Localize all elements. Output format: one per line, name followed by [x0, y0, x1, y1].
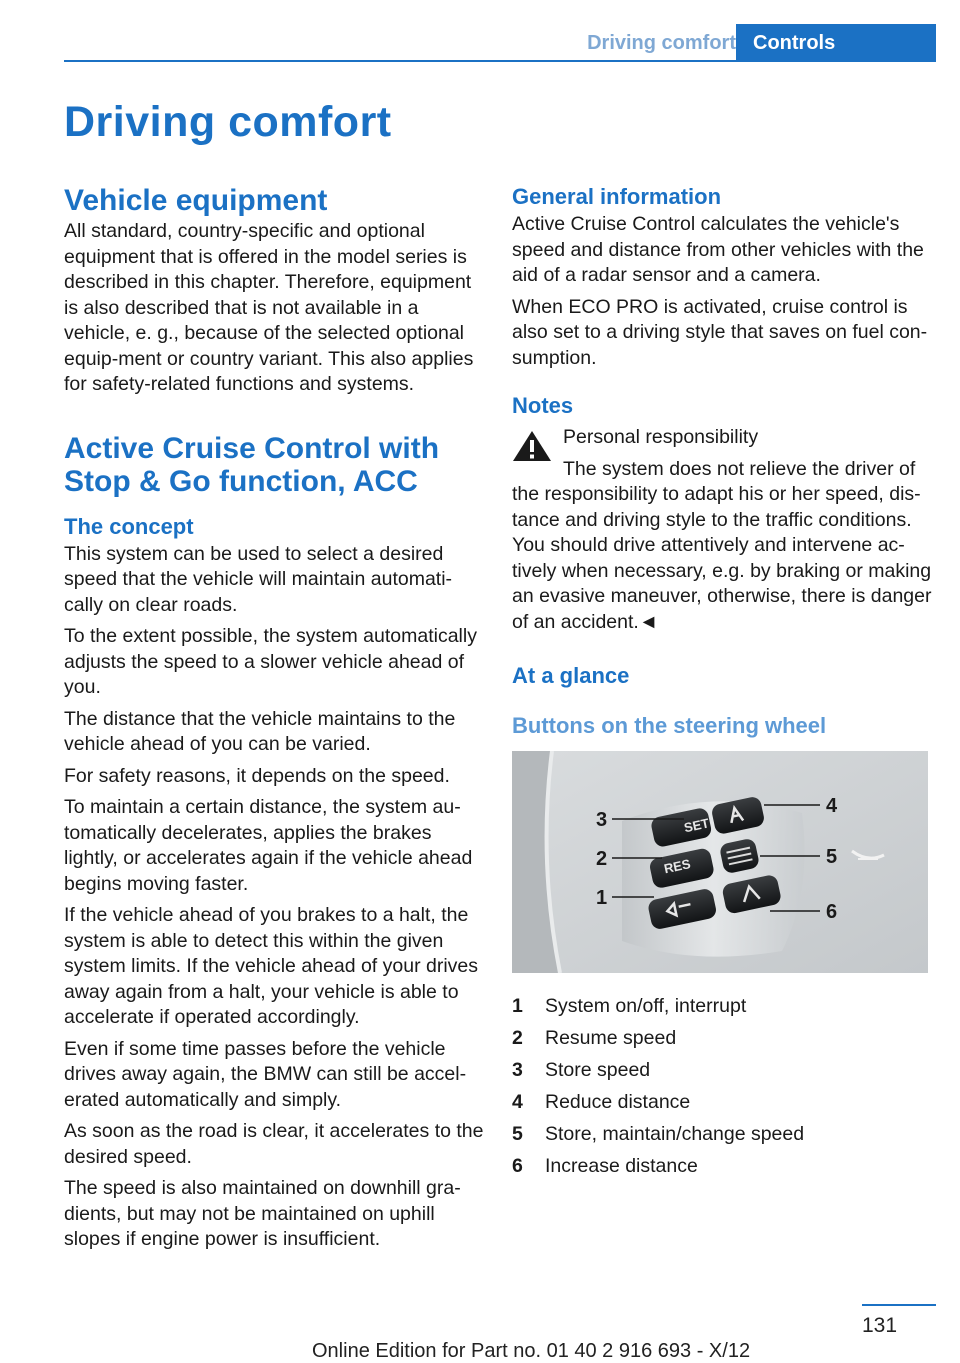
legend-item	[512, 1055, 932, 1087]
heading-buttons-steering-wheel: Buttons on the steering wheel	[512, 713, 827, 738]
heading-vehicle-equipment: Vehicle equipment	[64, 184, 328, 217]
left-column	[64, 184, 484, 1259]
paragraph: This system can be used to select a desired speed that the vehicle will maintain automati-cally on clear roads.	[64, 542, 453, 616]
footer-edition: Online Edition for Part no. 01 40 2 916 693 - X/12	[312, 1340, 751, 1362]
paragraph: Even if some time passes before the vehicle drives away again, the BMW can still be accel-erated automatically and simply.	[64, 1037, 467, 1111]
set-button-label: SET	[682, 815, 711, 836]
chapter-title: Driving comfort	[64, 98, 392, 146]
paragraph: For safety reasons, it depends on the speed.	[64, 764, 450, 787]
button-legend	[512, 991, 932, 1183]
legend-text: System on/off, interrupt	[545, 995, 747, 1018]
paragraph: The distance that the vehicle maintains to the vehicle ahead of you can be varied.	[64, 707, 456, 755]
page-number: 131	[862, 1314, 898, 1337]
callout-1: 1	[596, 887, 608, 909]
callout-6: 6	[826, 901, 838, 923]
footer-rule	[862, 1304, 936, 1306]
legend-text: Reduce distance	[545, 1091, 691, 1114]
legend-text: Increase distance	[545, 1155, 698, 1178]
paragraph: All standard, country-specific and optional equipment that is offered in the model series is described in this chapter. Therefore, equipment is also described that is not available in a vehicle, e. g., because of the selected optional equip-ment or country variant. This also applies for safety-related functions and systems.	[64, 220, 474, 395]
callout-4: 4	[826, 795, 838, 817]
legend-item	[512, 991, 932, 1023]
header-section-title: Driving comfort	[587, 32, 736, 54]
paragraph: The speed is also maintained on downhill gra-dients, but may not be maintained on uphill slopes if engine power is insufficient.	[64, 1177, 461, 1250]
res-button-label: RES	[662, 856, 692, 877]
legend-item	[512, 1023, 932, 1055]
paragraph: When ECO PRO is activated, cruise control is also set to a driving style that saves on fuel con-sumption.	[512, 295, 928, 369]
paragraph: To maintain a certain distance, the system au-tomatically decelerates, applies the brakes lightly, or accelerates again if the vehicle ahead begins moving faster.	[64, 796, 473, 895]
paragraph: Active Cruise Control calculates the vehicle's speed and distance from other vehicles with the aid of a radar sensor and a camera.	[512, 213, 924, 286]
legend-text: Store speed	[545, 1059, 651, 1082]
legend-text: Store, maintain/change speed	[545, 1123, 805, 1146]
paragraph: To the extent possible, the system automatically adjusts the speed to a slower vehicle ahead of you.	[64, 625, 477, 698]
legend-number: 3	[512, 1059, 523, 1082]
paragraph: If the vehicle ahead of you brakes to a halt, the system is able to detect this within the given system limits. If the vehicle ahead of your drives away again from a halt, your vehicle is able to accelerate if operated accordingly.	[64, 904, 479, 1028]
legend-number: 1	[512, 995, 523, 1018]
steering-wheel-illustration	[512, 751, 928, 973]
legend-item	[512, 1087, 932, 1119]
warning-title: Personal responsibility	[563, 426, 759, 448]
legend-number: 4	[512, 1091, 523, 1114]
heading-notes: Notes	[512, 393, 574, 418]
steering-wheel-buttons-figure	[512, 751, 928, 973]
legend-number: 2	[512, 1027, 523, 1050]
warning-triangle-icon	[512, 429, 552, 463]
callout-2: 2	[596, 848, 608, 870]
header-tab-controls: Controls	[736, 24, 936, 62]
warning-text: the responsibility to adapt his or her speed, dis-tance and driving style to the traffic conditions. You should drive attentively and intervene ac-tively when necessary, e.g. by braking or making an evasive maneuver, otherwise, there is danger of an accident.◄	[512, 483, 932, 633]
warning-text-line: The system does not relieve the driver of	[563, 457, 916, 480]
right-column	[512, 184, 932, 1183]
paragraph: As soon as the road is clear, it accelerates to the desired speed.	[64, 1120, 484, 1168]
heading-general-information: General information	[512, 184, 722, 209]
heading-acc: Active Cruise Control with Stop & Go function, ACC	[64, 431, 440, 498]
warning-note	[512, 425, 932, 635]
legend-number: 5	[512, 1123, 523, 1146]
legend-text: Resume speed	[545, 1027, 677, 1050]
callout-5: 5	[826, 846, 838, 868]
legend-number: 6	[512, 1155, 523, 1178]
heading-at-a-glance: At a glance	[512, 663, 630, 688]
legend-item	[512, 1151, 932, 1183]
legend-item	[512, 1119, 932, 1151]
heading-concept: The concept	[64, 513, 194, 539]
callout-3: 3	[596, 809, 608, 831]
